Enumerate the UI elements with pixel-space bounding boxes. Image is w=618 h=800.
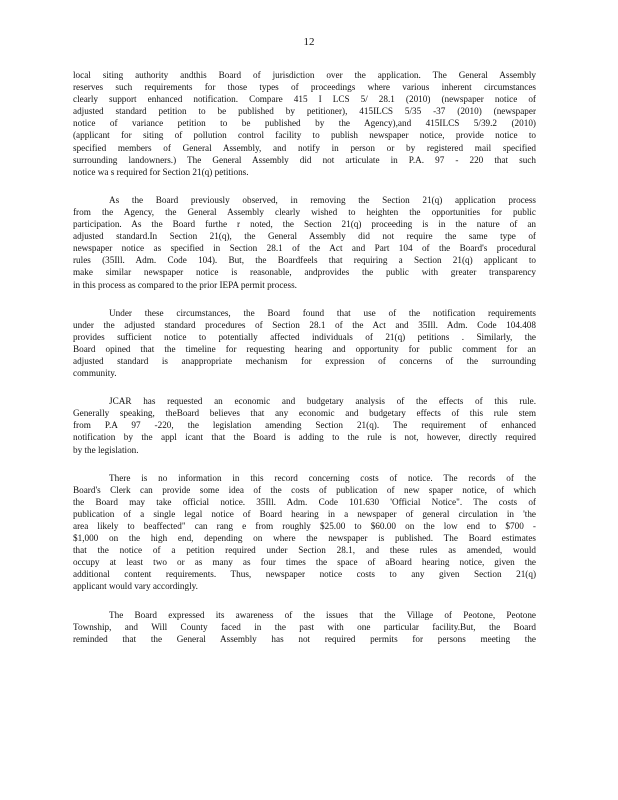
text-line: $1,000 on the high end, depending on where the newspaper is published. The Board estimates xyxy=(73,533,536,544)
text-line: in this process as compared to the prior IEPA permit process. xyxy=(73,279,297,290)
text-line: by the legislation. xyxy=(73,444,139,455)
text-line: notice wa s required for Section 21(q) petitions. xyxy=(73,166,249,177)
paragraph-jcar-analysis xyxy=(73,395,536,455)
text-line: Generally speaking, theBoard believes that any economic and budgetary effects of this rule stem xyxy=(73,408,536,419)
paragraph-circumstances xyxy=(73,307,536,380)
text-line: provides sufficient notice to potentially affected individuals of 21(q) petitions . Similarly, the xyxy=(73,331,536,342)
text-line: surrounding landowners.) The General Assembly did not articulate in P.A. 97 - 220 that such xyxy=(73,154,536,165)
text-line: There is no information in this record concerning costs of notice. The records of the xyxy=(109,472,536,483)
text-line: adjusted standard is anappropriate mechanism for expression of concerns of the surrounding xyxy=(73,355,536,366)
text-line: occupy at least two or as many as four times the space of aBoard hearing notice, given the xyxy=(73,557,536,568)
text-line: notification by the appl icant that the Board is adding to the rule is not, however, directly required xyxy=(73,432,536,443)
text-line: community. xyxy=(73,368,117,379)
text-line: JCAR has requested an economic and budgetary analysis of the effects of this rule. xyxy=(109,396,536,407)
text-line: applicant would vary accordingly. xyxy=(73,581,198,592)
text-line: As the Board previously observed, in removing the Section 21(q) application process xyxy=(109,194,536,205)
text-line: specified members of General Assembly, and notify in person or by registered mail specified xyxy=(73,142,536,153)
text-line: from the Agency, the General Assembly clearly wished to heighten the opportunities for public xyxy=(73,206,536,217)
text-line: that the notice of a petition required under Section 28.1, and these rules as amended, would xyxy=(73,545,536,556)
text-line: make similar newspaper notice is reasonable, andprovides the public with greater transparency xyxy=(73,267,536,278)
text-line: area likely to beaffected" can rang e from roughly $25.00 to $60.00 on the low end to $700 - xyxy=(73,521,536,531)
text-line: The Board expressed its awareness of the issues that the Village of Peotone, Peotone xyxy=(109,609,536,620)
paragraph-peotone-awareness xyxy=(73,609,536,645)
text-line: publication of a single legal notice of Board hearing in a newspaper of general circulation in 'the xyxy=(73,508,536,519)
text-line: adjusted standard petition to be published by petitioner), 415ILCS 5/35 -37 (2010) (newspaper xyxy=(73,106,536,117)
page-number: 12 xyxy=(303,36,315,48)
text-line: under the adjusted standard procedures of Section 28.1 of the Act and 35Ill. Adm. Code 104.408 xyxy=(73,319,536,330)
body-text xyxy=(73,69,536,661)
text-line: clearly support enhanced notification. Compare 415 I LCS 5/ 28.1 (2010) (newspaper notice of xyxy=(73,94,536,105)
text-line: Board's Clerk can provide some idea of the costs of publication of new spaper notice, of which xyxy=(73,484,536,495)
text-line: Under these circumstances, the Board found that use of the notification requirements xyxy=(109,307,536,318)
text-line: Township, and Will County faced in the past with one particular facility.But, the Board xyxy=(73,621,536,632)
text-line: the Board may take official notice. 35Ill. Adm. Code 101.630 'Official Notice". The costs of xyxy=(73,496,536,507)
text-line: reserves such requirements for those types of proceedings where various inherent circumstances xyxy=(73,82,536,93)
text-line: reminded that the General Assembly has not required permits for persons meeting the xyxy=(73,633,536,644)
text-line: (applicant for siting of pollution control facility to publish newspaper notice, provide notice to xyxy=(73,130,536,141)
text-line: notice of variance petition to be published by the Agency),and 415ILCS 5/39.2 (2010) xyxy=(73,118,536,129)
text-line: rules (35Ill. Adm. Code 104). But, the Boardfeels that requiring a Section 21(q) applicant to xyxy=(73,255,536,266)
text-line: local siting authority andthis Board of jurisdiction over the application. The General Assembly xyxy=(73,70,536,80)
paragraph-public-participation xyxy=(73,194,536,291)
text-line: additional content requirements. Thus, newspaper notice costs to any given Section 21(q) xyxy=(73,569,536,580)
paragraph-notice-requirements xyxy=(73,69,536,178)
text-line: adjusted standard.In Section 21(q), the General Assembly did not require the same type of xyxy=(73,231,536,242)
text-line: participation. As the Board furthe r noted, the Section 21(q) proceeding is in the nature of an xyxy=(73,219,536,230)
text-line: from P.A 97 -220, the legislation amending Section 21(q). The requirement of enhanced xyxy=(73,420,536,431)
text-line: newspaper notice as specified in Section 28.1 of the Act and Part 104 of the Board's procedural xyxy=(73,243,536,254)
paragraph-notice-costs xyxy=(73,472,536,593)
text-line: Board opined that the timeline for requesting hearing and opportunity for public comment for an xyxy=(73,343,536,354)
